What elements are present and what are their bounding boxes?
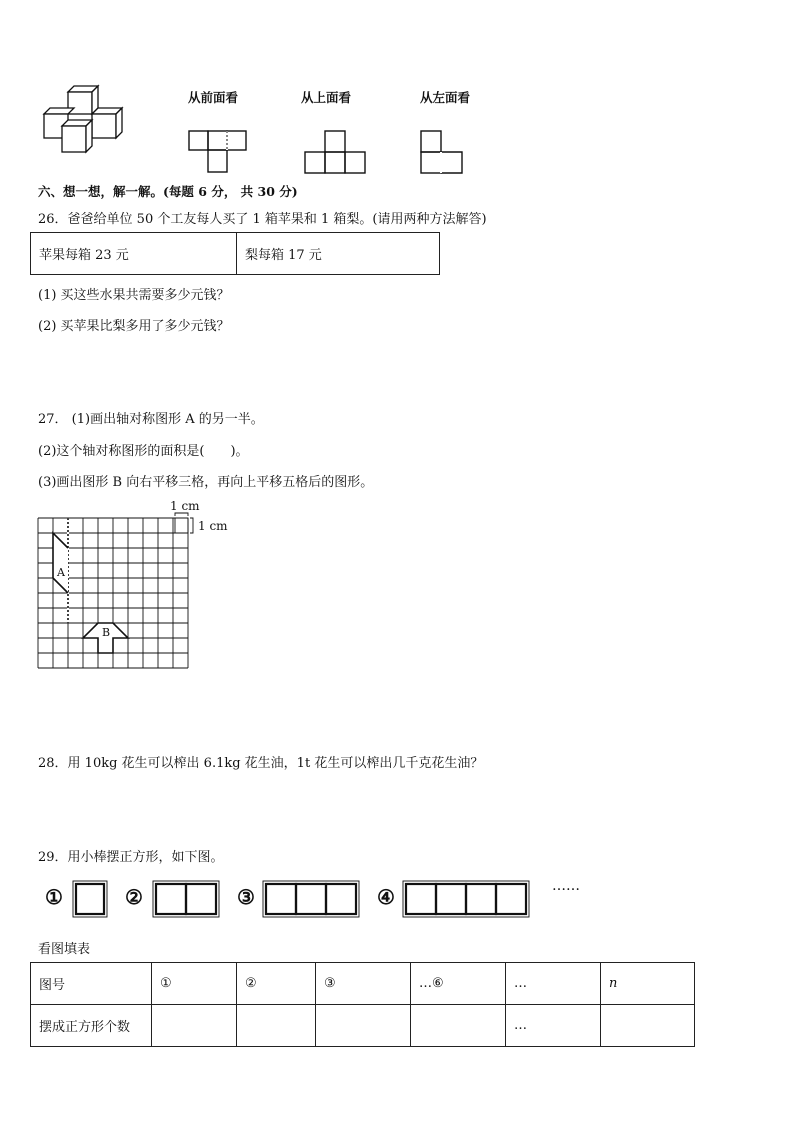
front-view-label: 从前面看: [188, 90, 239, 105]
unit-bracket-h: [175, 513, 188, 516]
shape-a: [53, 533, 68, 593]
table-row: [31, 963, 695, 1005]
answer-cell-2[interactable]: [237, 1005, 316, 1047]
q26-stem: 26．爸爸给单位 50 个工友每人买了 1 箱苹果和 1 箱梨。(请用两种方法解答): [38, 212, 487, 227]
cube-stack-figure: [40, 86, 140, 156]
apple-price-cell: 苹果每箱 23 元: [31, 233, 237, 275]
cell-figure-2: ②: [237, 963, 316, 1005]
q27-line1: 27． (1)画出轴对称图形 A 的另一半。: [38, 412, 264, 427]
figure-label-3: ③: [237, 885, 255, 909]
cell-figure-3: ③: [316, 963, 411, 1005]
answer-cell-3[interactable]: [316, 1005, 411, 1047]
section-6-title: 六、想一想，解一解。(每题 6 分， 共 30 分): [38, 184, 298, 199]
figure-label-1: ①: [45, 885, 63, 909]
table-row: [31, 1005, 695, 1047]
left-view-drawing: [420, 130, 466, 176]
stick-squares-figure: [70, 878, 540, 923]
table-caption: 看图填表: [38, 942, 91, 957]
label-a: A: [57, 566, 65, 579]
q27-line3: (3)画出图形 B 向右平移三格，再向上平移五格后的图形。: [38, 475, 374, 490]
row2-header: 摆成正方形个数: [31, 1005, 152, 1047]
answer-cell-6[interactable]: [411, 1005, 506, 1047]
cell-figure-1: ①: [152, 963, 237, 1005]
cell-figure-6: …⑥: [411, 963, 506, 1005]
unit-label-vertical: 1 cm: [198, 519, 228, 533]
front-view-drawing: [188, 130, 248, 174]
answer-cell-n[interactable]: [601, 1005, 695, 1047]
row1-header: 图号: [31, 963, 152, 1005]
pear-price-cell: 梨每箱 17 元: [237, 233, 440, 275]
left-view-label: 从左面看: [420, 90, 471, 105]
cell-n: n: [601, 963, 695, 1005]
cell-ellipsis: …: [506, 963, 601, 1005]
answer-cell-ellipsis: …: [506, 1005, 601, 1047]
figure-label-2: ②: [125, 885, 143, 909]
top-view-label: 从上面看: [301, 90, 352, 105]
figure-label-4: ④: [377, 885, 395, 909]
q26-sub1: (1) 买这些水果共需要多少元钱？: [38, 288, 230, 303]
q26-sub2: (2) 买苹果比梨多用了多少元钱？: [38, 319, 230, 334]
q29-fill-table: [30, 962, 695, 1047]
q26-price-table: [30, 232, 440, 275]
unit-label-horizontal: 1 cm: [170, 499, 200, 513]
top-view-drawing: [304, 130, 368, 176]
q28-text: 28．用 10kg 花生可以榨出 6.1kg 花生油，1t 花生可以榨出几千克花生油？: [38, 756, 484, 771]
q29-text: 29．用小棒摆正方形，如下图。: [38, 850, 224, 865]
answer-cell-1[interactable]: [152, 1005, 237, 1047]
q27-line2: (2)这个轴对称图形的面积是( )。: [38, 444, 249, 459]
unit-bracket-v: [190, 518, 193, 533]
label-b: B: [102, 626, 111, 639]
ellipsis: ……: [552, 878, 580, 894]
